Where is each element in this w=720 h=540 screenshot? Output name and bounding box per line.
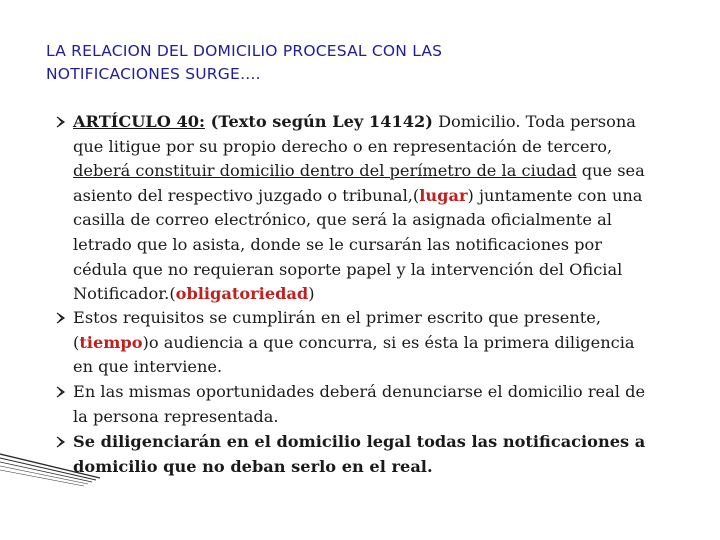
bullet1-line-7: cédula que no requieran soporte papel y la intervención del Oficial xyxy=(73,259,623,279)
bullet-item-domicilio-legal xyxy=(73,430,693,479)
bullet2-line-1: Estos requisitos se cumplirán en el primer escrito que presente, xyxy=(73,308,601,327)
bullet1-line-2: que litigue por su propio derecho o en representación de tercero, xyxy=(73,136,613,156)
bullet1-text-4a: asiento del respectivo juzgado o tribunal,( xyxy=(73,185,420,205)
underlined-clause: deberá constituir domicilio dentro del perímetro de la ciudad xyxy=(73,161,577,181)
bullet1-line-1 xyxy=(73,110,693,135)
bullet3-line-1: En las mismas oportunidades deberá denunciarse el domicilio real de xyxy=(73,382,646,401)
article-reference: ARTÍCULO 40: xyxy=(73,112,205,131)
bullet1-text-8c: ) xyxy=(308,284,315,304)
law-reference: (Texto según Ley 14142) xyxy=(204,112,433,131)
bullet1-text-1: Domicilio. Toda persona xyxy=(432,112,636,131)
slide-title-line-1: LA RELACION DEL DOMICILIO PROCESAL CON LAS xyxy=(46,42,443,60)
highlight-obligatoriedad: obligatoriedad xyxy=(175,284,309,304)
slide-title xyxy=(46,40,666,86)
bullet2-line-3: en que interviene. xyxy=(73,357,223,377)
bullet1-line-6: letrado que lo asista, donde se le cursarán las notificaciones por xyxy=(73,234,603,254)
highlight-tiempo: tiempo xyxy=(79,332,143,352)
bullet-marker-icon xyxy=(56,312,66,324)
bullet1-text-4c: ) juntamente con una xyxy=(467,185,643,205)
bullet-item-requisitos xyxy=(73,306,693,380)
bullet2-text-2a: ( xyxy=(73,332,80,352)
bullet1-line-8 xyxy=(73,282,693,307)
bullet-marker-icon xyxy=(56,386,66,398)
bullet1-text-8a: Notificador.( xyxy=(73,284,176,304)
bullet4-line-1: Se diligenciarán en el domicilio legal todas las notificaciones a xyxy=(73,432,646,451)
slide-title-line-2: NOTIFICACIONES SURGE…. xyxy=(46,65,261,83)
bullet-item-domicilio-real xyxy=(73,380,693,429)
bullet1-line-3 xyxy=(73,159,693,184)
bullet1-text-3: que sea xyxy=(576,161,645,181)
bullet2-line-2 xyxy=(73,331,693,356)
bullet-marker-icon xyxy=(56,116,66,128)
bullet1-line-5: casilla de correo electrónico, que será la asignada oficialmente al xyxy=(73,210,612,230)
bullet2-text-2c: )o audiencia a que concurra, si es ésta la primera diligencia xyxy=(142,332,635,352)
corner-lines-decoration xyxy=(0,440,120,540)
bullet4-line-2: domicilio que no deban serlo en el real. xyxy=(73,456,433,476)
bullet1-line-4 xyxy=(73,184,693,209)
highlight-lugar: lugar xyxy=(419,185,468,205)
bullet-item-articulo-40 xyxy=(73,110,693,307)
bullet3-line-2: la persona representada. xyxy=(73,406,279,426)
